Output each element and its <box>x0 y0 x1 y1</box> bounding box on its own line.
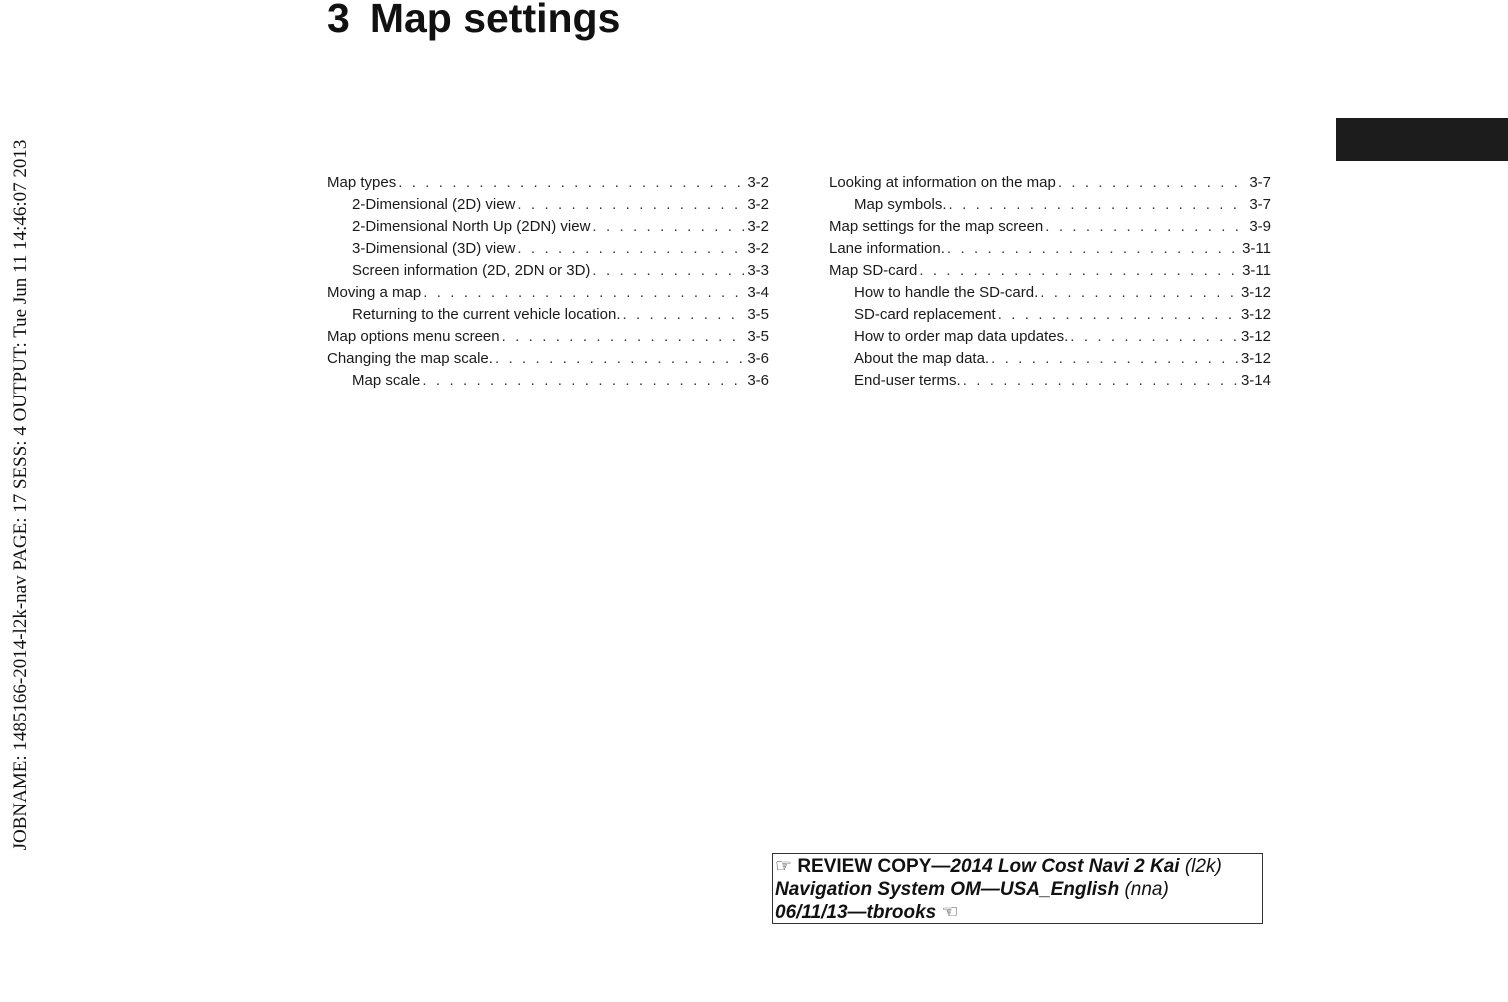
toc-entry-page: 3-11 <box>1242 262 1271 279</box>
toc-entry-title: Map symbols. <box>854 196 947 213</box>
toc-entry[interactable] <box>327 326 769 348</box>
review-date-author: 06/11/13—tbrooks <box>775 902 937 923</box>
toc-entry-title: How to handle the SD-card. <box>854 284 1039 301</box>
toc-entry-title: Map settings for the map screen <box>829 218 1044 235</box>
toc-entry-title: Map options menu screen <box>327 328 500 345</box>
toc-leader-dots <box>517 238 745 260</box>
toc-entry-title: Map SD-card <box>829 262 918 279</box>
toc-entry[interactable] <box>327 348 769 370</box>
toc-entry[interactable] <box>327 304 769 326</box>
toc-entry-page: 3-4 <box>747 284 769 301</box>
toc-entry-title: Changing the map scale. <box>327 350 493 367</box>
toc-entry-title: End-user terms. <box>854 372 961 389</box>
review-line-3 <box>775 901 1260 924</box>
toc-left-column <box>327 172 769 392</box>
toc-entry[interactable] <box>327 260 769 282</box>
toc-entry[interactable] <box>829 370 1271 392</box>
review-line-1 <box>775 855 1260 878</box>
toc-entry-page: 3-12 <box>1240 284 1271 301</box>
toc-leader-dots <box>1070 326 1239 348</box>
review-copy-stamp <box>772 853 1263 924</box>
toc-leader-dots <box>422 370 745 392</box>
toc-leader-dots <box>963 370 1239 392</box>
toc-entry-title: About the map data. <box>854 350 990 367</box>
toc-entry-page: 3-12 <box>1240 350 1271 367</box>
toc-entry[interactable] <box>327 172 769 194</box>
toc-entry-title: Map types <box>327 174 397 191</box>
toc-leader-dots <box>502 326 746 348</box>
toc-entry-title: Looking at information on the map <box>829 174 1056 191</box>
toc-entry-title: 2-Dimensional (2D) view <box>352 196 516 213</box>
toc-entry-page: 3-11 <box>1242 240 1271 257</box>
toc-entry-page: 3-6 <box>747 372 769 389</box>
toc-entry-page: 3-7 <box>1249 196 1271 213</box>
toc-entry-title: 3-Dimensional (3D) view <box>352 240 516 257</box>
review-code: (l2k) <box>1184 856 1222 877</box>
toc-leader-dots <box>622 304 745 326</box>
toc-leader-dots <box>517 194 745 216</box>
toc-entry[interactable] <box>327 282 769 304</box>
toc-entry-page: 3-2 <box>747 196 769 213</box>
toc-entry-page: 3-12 <box>1240 306 1271 323</box>
toc-entry[interactable] <box>829 326 1271 348</box>
pointing-left-hand-icon: ☜ <box>941 902 959 923</box>
toc-leader-dots <box>1040 282 1239 304</box>
toc-leader-dots <box>947 238 1240 260</box>
toc-leader-dots <box>998 304 1239 326</box>
toc-entry-page: 3-2 <box>747 218 769 235</box>
toc-right-column <box>829 172 1271 392</box>
toc-leader-dots <box>398 172 745 194</box>
chapter-title <box>327 0 620 42</box>
toc-entry-title: Map scale <box>352 372 421 389</box>
toc-leader-dots <box>949 194 1248 216</box>
toc-leader-dots <box>423 282 745 304</box>
toc-entry-title: How to order map data updates. <box>854 328 1069 345</box>
toc-entry-page: 3-12 <box>1240 328 1271 345</box>
toc-entry-page: 3-2 <box>747 240 769 257</box>
review-manual: Navigation System OM—USA_English <box>775 879 1120 900</box>
toc-leader-dots <box>592 216 745 238</box>
chapter-tab-marker <box>1336 118 1508 161</box>
review-product: 2014 Low Cost Navi 2 Kai <box>950 856 1180 877</box>
review-region: (nna) <box>1124 879 1169 900</box>
toc-entry-title: Screen information (2D, 2DN or 3D) <box>352 262 591 279</box>
toc-entry-page: 3-9 <box>1249 218 1271 235</box>
toc-entry-page: 3-6 <box>747 350 769 367</box>
toc-leader-dots <box>495 348 745 370</box>
toc-entry-page: 3-14 <box>1240 372 1271 389</box>
toc-entry-title: 2-Dimensional North Up (2DN) view <box>352 218 591 235</box>
toc-entry[interactable] <box>327 216 769 238</box>
toc-entry-title: Moving a map <box>327 284 422 301</box>
toc-leader-dots <box>1045 216 1247 238</box>
toc-entry[interactable] <box>327 370 769 392</box>
review-label: REVIEW COPY— <box>797 856 951 877</box>
toc-entry-page: 3-5 <box>747 328 769 345</box>
toc-leader-dots <box>991 348 1239 370</box>
toc-entry-page: 3-3 <box>747 262 769 279</box>
toc-entry[interactable] <box>829 282 1271 304</box>
toc-entry[interactable] <box>829 194 1271 216</box>
toc-entry[interactable] <box>327 238 769 260</box>
chapter-name: Map settings <box>369 0 621 41</box>
toc-entry-page: 3-2 <box>747 174 769 191</box>
chapter-number: 3 <box>327 0 350 41</box>
pointing-right-hand-icon: ☞ <box>775 856 793 877</box>
toc-entry[interactable] <box>829 172 1271 194</box>
toc-entry[interactable] <box>829 304 1271 326</box>
toc-entry-title: Lane information. <box>829 240 945 257</box>
toc-leader-dots <box>592 260 745 282</box>
toc-leader-dots <box>919 260 1240 282</box>
toc-entry-title: SD-card replacement <box>854 306 996 323</box>
review-line-2 <box>775 878 1260 901</box>
toc-entry-page: 3-5 <box>747 306 769 323</box>
toc-entry[interactable] <box>327 194 769 216</box>
toc-entry[interactable] <box>829 260 1271 282</box>
toc-entry-title: Returning to the current vehicle location. <box>352 306 621 323</box>
job-metadata-sidebar: JOBNAME: 1485166-2014-l2k-nav PAGE: 17 SESS: 4 OUTPUT: Tue Jun 11 14:46:07 2013 <box>10 139 31 851</box>
toc-entry-page: 3-7 <box>1249 174 1271 191</box>
toc-entry[interactable] <box>829 238 1271 260</box>
toc-entry[interactable] <box>829 348 1271 370</box>
toc-leader-dots <box>1058 172 1248 194</box>
toc-entry[interactable] <box>829 216 1271 238</box>
